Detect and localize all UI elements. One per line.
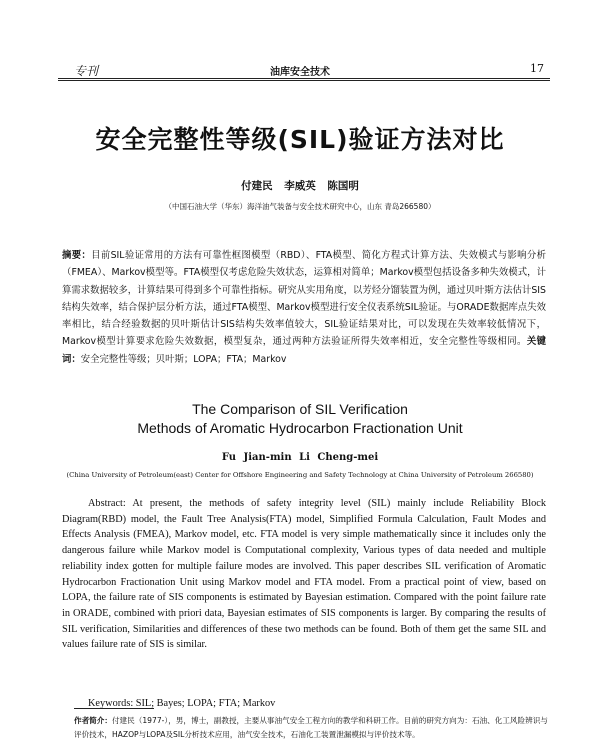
authors-english: Fu Jian-min Li Cheng-mei <box>221 452 379 463</box>
abstract-chinese <box>62 247 546 368</box>
title-en-line2: Methods of Aromatic Hydrocarbon Fractionation Unit <box>137 420 463 436</box>
footnote-text: 付建民（1977-），男，博士，副教授，主要从事油气安全工程方向的教学和科研工作。目前的研究方向为：石油、化工风险辨识与评价技术，HAZOP与LOPA及SIL分析技术应用，油气安全技术，石油化工装置泄漏模拟与评价技术等。 <box>74 716 548 739</box>
keywords-english: Keywords: SIL; Bayes; LOPA; FTA; Markov <box>88 698 276 709</box>
abstract-cn-label: 摘要： <box>62 250 92 261</box>
journal-name: 油库安全技术 <box>270 67 330 78</box>
abstract-english: Abstract: At present, the methods of safety integrity level (SIL) mainly include Reliability Block Diagram(RBD) model, the Fault Tree Analysis(FTA) model, Simplified Formula Calculation, Fault Modes and Effects Analysis (FMEA), Markov model, etc. FTA model is very simple mathematically since it includes only the dangerous failure while Markov model is Computational complexity, Various types of data needed and multiple reliability index gotten for multiple failure modes are involved. This paper describes SIL verification of Aromatic Hydrocarbon Fractionation Unit using Markov model and FTA model. From a practical point of view, based on LOPA, the failure rate of SIS components is estimated by Bayesian estimation. Compared with the point failure rate in ORADE, combined with priori data, Bayesian estimates of SIS components is larger. By comparing the results of SIL verification, Similarities and differences of these two methods can be found. Both of them get the same SIL and values failure rate of SIS is similar. <box>62 498 546 651</box>
header-rule-top <box>58 78 550 79</box>
author-footnote <box>74 714 550 742</box>
footnote-rule <box>74 708 154 709</box>
page-number: 17 <box>530 62 544 75</box>
title-en-line1: The Comparison of SIL Verification <box>192 401 408 417</box>
header-rule-bottom <box>58 80 550 81</box>
title-english <box>0 400 600 438</box>
journal-section: 专刊 <box>74 64 99 78</box>
title-chinese: 安全完整性等级(SIL)验证方法对比 <box>95 125 505 154</box>
keywords-cn-label: 关键词： <box>62 336 546 365</box>
affiliation-chinese: （中国石油大学（华东）海洋油气装备与安全技术研究中心，山东 青岛266580） <box>164 202 436 211</box>
keywords-cn-text: 安全完整性等级；贝叶斯；LOPA；FTA；Markov <box>80 353 287 365</box>
affiliation-english: (China University of Petroleum(east) Center for Offshore Engineering and Safety Technology at China University of Petroleum 266580) <box>66 471 534 479</box>
authors-chinese: 付建民 李威英 陈国明 <box>241 180 359 192</box>
abstract-cn-text: 目前SIL验证常用的方法有可靠性框图模型（RBD）、FTA模型、简化方程式计算方法、失效模式与影响分析（FMEA）、Markov模型等。FTA模型仅考虑危险失效状态，运算相对简单；Markov模型包括设备多种失效模式，计算需求数据较多，计算结果可得到多个可靠性指标。研究从实用角度，以芳烃分馏装置为例，通过贝叶斯方法估计SIS结构失效率，结合保护层分析方法，通过FTA模型、Markov模型进行安全仪表系统SIL验证。与ORADE数据库点失效率相比，结合经验数据的贝叶斯估计SIS结构失效率值较大，SIL验证结果对比，可以发现在失效率较低情况下，Markov模型计算要求危险失效数据，模型复杂，通过两种方法验证所得失效率相近，安全完整性等级相同。 <box>62 250 546 348</box>
footnote-label: 作者简介： <box>74 716 112 725</box>
